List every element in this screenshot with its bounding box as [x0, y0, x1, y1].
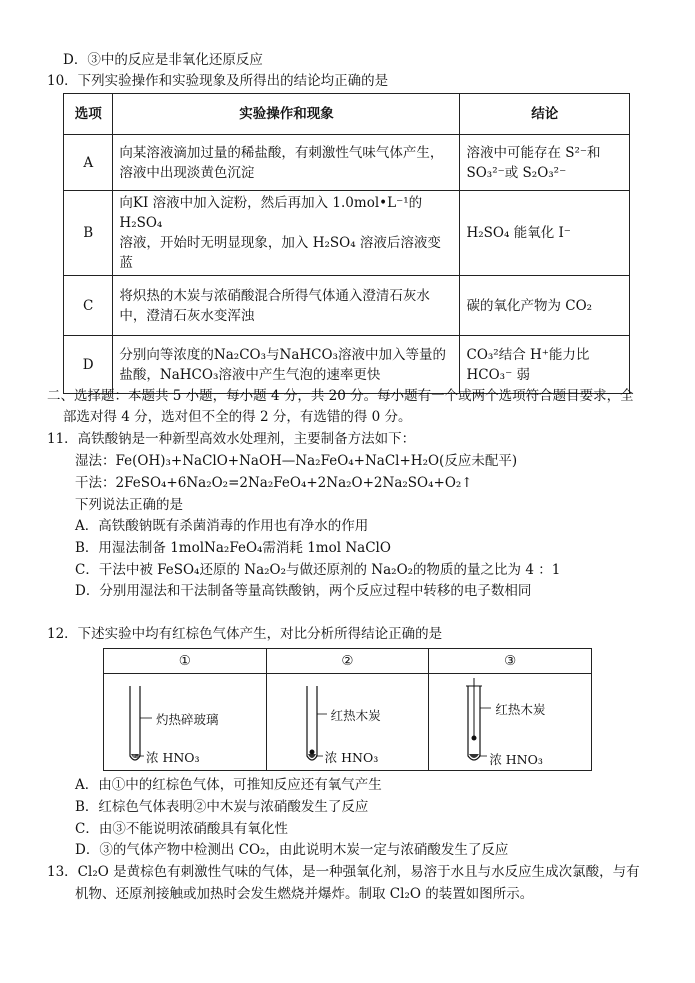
label-hot-glass: 灼热碎玻璃: [156, 712, 219, 727]
q10-stem: 10．下列实验操作和实验现象及所得出的结论均正确的是: [47, 73, 389, 89]
header-option: 选项: [64, 94, 113, 135]
col-label-2: ②: [266, 649, 429, 674]
row-option: B: [64, 191, 113, 276]
q12-option-b: B．红棕色气体表明②中木炭与浓硝酸发生了反应: [75, 799, 369, 815]
q11-option-b: B．用湿法制备 1molNa₂FeO₄需消耗 1mol NaClO: [75, 540, 391, 556]
table-row: [64, 276, 630, 336]
row-experiment: 分别向等浓度的Na₂CO₃与NaHCO₃溶液中加入等量的 盐酸，NaHCO₃溶液中产生气泡的速率更快: [113, 336, 460, 394]
q11-dry-method: 干法：2FeSO₄+6Na₂O₂=2Na₂FeO₄+2Na₂O+2Na₂SO₄+O₂↑: [75, 475, 473, 491]
q12-header-row: [104, 649, 592, 674]
row-option: C: [64, 276, 113, 336]
label-conc-hno3-1: 浓 HNO₃: [146, 750, 200, 765]
q12-option-c: C．由③不能说明浓硝酸具有氧化性: [75, 821, 288, 837]
row-experiment: 向某溶液滴加过量的稀盐酸，有刺激性气味气体产生， 溶液中出现淡黄色沉淀: [113, 135, 460, 191]
q11-option-c: C．干法中被 FeSO₄还原的 Na₂O₂与做还原剂的 Na₂O₂的物质的量之比为 4 ：1: [75, 562, 561, 578]
table-row: [64, 135, 630, 191]
q11-prompt: 下列说法正确的是: [75, 497, 183, 513]
row-conclusion: H₂SO₄ 能氧化 I⁻: [460, 191, 630, 276]
q12-diagram-row: [104, 674, 592, 771]
q12-option-a: A．由①中的红棕色气体，可推知反应还有氧气产生: [75, 777, 382, 793]
table-row: [64, 191, 630, 276]
q12-stem: 12．下述实验中均有红棕色气体产生，对比分析所得结论正确的是: [47, 626, 443, 642]
row-option: D: [64, 336, 113, 394]
section2-line2: 部选对得 4 分，选对但不全的得 2 分，有选错的得 0 分。: [63, 409, 412, 425]
section2-line1: 二、选择题：本题共 5 小题，每小题 4 分，共 20 分。每小题有一个或两个选项符合题目要求，全: [47, 388, 634, 404]
row-option: A: [64, 135, 113, 191]
diagram-2: [266, 674, 429, 771]
label-conc-hno3-2: 浓 HNO₃: [324, 750, 379, 765]
q10-header-row: [64, 94, 630, 135]
q9-option-d: D．③中的反应是非氧化还原反应: [63, 52, 263, 68]
label-conc-hno3-3: 浓 HNO₃: [489, 752, 543, 767]
label-red-hot-charcoal-3: 红热木炭: [495, 702, 546, 717]
diagram-1: [104, 674, 267, 771]
q10-table: [63, 93, 630, 394]
col-label-1: ①: [104, 649, 267, 674]
row-conclusion: 碳的氧化产物为 CO₂: [460, 276, 630, 336]
q12-option-d: D．③的气体产物中检测出 CO₂，由此说明木炭一定与浓硝酸发生了反应: [75, 842, 509, 858]
table-row: [64, 336, 630, 394]
row-experiment: 将炽热的木炭与浓硝酸混合所得气体通入澄清石灰水 中，澄清石灰水变浑浊: [113, 276, 460, 336]
row-conclusion: CO₃²结合 H⁺能力比 HCO₃⁻ 弱: [460, 336, 630, 394]
q11-wet-method: 湿法：Fe(OH)₃+NaClO+NaOH—Na₂FeO₄+NaCl+H₂O(反应未配平): [75, 453, 518, 469]
diagram-3: [429, 674, 592, 771]
header-conclusion: 结论: [460, 94, 630, 135]
q12-apparatus-table: [103, 648, 592, 771]
q11-option-d: D．分别用湿法和干法制备等量高铁酸钠，两个反应过程中转移的电子数相同: [75, 583, 532, 599]
q13-line2: 机物、还原剂接触或加热时会发生燃烧并爆炸。制取 Cl₂O 的装置如图所示。: [75, 886, 534, 902]
header-experiment: 实验操作和现象: [113, 94, 460, 135]
q13-line1: 13．Cl₂O 是黄棕色有刺激性气味的气体，是一种强氧化剂，易溶于水且与水反应生成次氯酸，与有: [47, 864, 640, 880]
q11-option-a: A．高铁酸钠既有杀菌消毒的作用也有净水的作用: [75, 518, 369, 534]
col-label-3: ③: [429, 649, 592, 674]
row-experiment: 向KI 溶液中加入淀粉，然后再加入 1.0mol•L⁻¹的H₂SO₄ 溶液，开始时无明显现象，加入 H₂SO₄ 溶液后溶液变 蓝: [113, 191, 460, 276]
row-conclusion: 溶液中可能存在 S²⁻和 SO₃²⁻或 S₂O₃²⁻: [460, 135, 630, 191]
q11-stem: 11．高铁酸钠是一种新型高效水处理剂，主要制备方法如下：: [47, 431, 416, 447]
label-red-hot-charcoal-2: 红热木炭: [330, 708, 381, 723]
